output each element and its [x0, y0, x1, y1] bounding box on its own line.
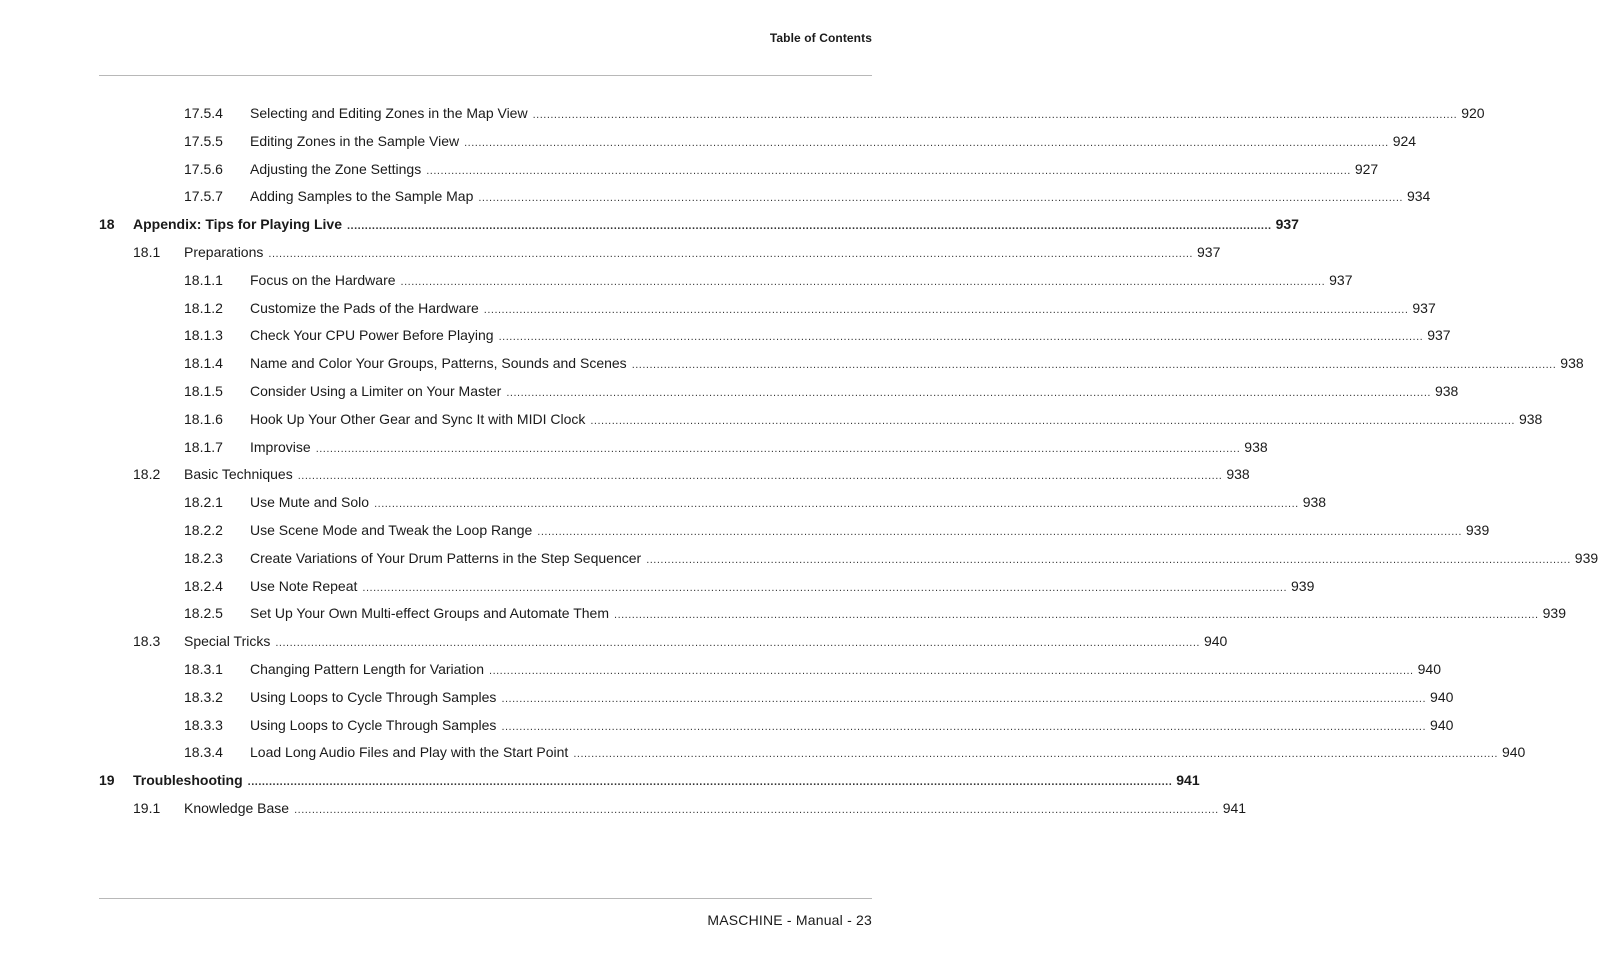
toc-entry[interactable] [0, 714, 1454, 736]
dot-leader: .................................................................................................................................................................................................................................................................... [646, 553, 1571, 566]
toc-entry[interactable] [0, 658, 1441, 680]
toc-entry-number: 18.3.2 [184, 688, 223, 705]
toc-entry[interactable] [0, 769, 1200, 791]
page-footer: MASCHINE - Manual - 23 [707, 912, 872, 928]
toc-entry-page: 941 [1222, 800, 1247, 816]
dot-leader: .................................................................................................................................................................................................................................................................... [268, 248, 1193, 260]
toc-entry-title: Preparations [184, 244, 264, 260]
dot-leader: .................................................................................................................................................................................................................................................................... [400, 275, 1326, 288]
toc-entry-page: 940 [1203, 633, 1228, 650]
toc-entry-title: Name and Color Your Groups, Patterns, Sounds and Scenes [250, 355, 627, 372]
dot-leader: .................................................................................................................................................................................................................................................................... [614, 609, 1539, 622]
dot-leader: .................................................................................................................................................................................................................................................................... [362, 581, 1288, 594]
dot-leader: .................................................................................................................................................................................................................................................................... [489, 665, 1414, 677]
toc-entry[interactable] [0, 491, 1327, 513]
toc-entry-title: Create Variations of Your Drum Patterns in the Step Sequencer [250, 549, 642, 566]
dot-leader: .................................................................................................................................................................................................................................................................... [297, 470, 1223, 483]
toc-entry-number: 18.2.1 [184, 494, 223, 511]
toc-entry-number: 17.5.6 [184, 160, 223, 177]
toc-entry-page: 938 [1226, 466, 1250, 483]
toc-entry-page: 939 [1465, 522, 1490, 538]
dot-leader: .................................................................................................................................................................................................................................................................... [506, 387, 1431, 399]
toc-entry[interactable] [0, 185, 1431, 207]
dot-leader: .................................................................................................................................................................................................................................................................... [478, 192, 1403, 205]
toc-entry-title: Basic Techniques [184, 466, 293, 483]
toc-entry-title: Customize the Pads of the Hardware [250, 299, 479, 316]
toc-entry-number: 18.1.7 [184, 438, 223, 455]
toc-entry-number: 18.2 [133, 466, 161, 483]
dot-leader: .................................................................................................................................................................................................................................................................... [537, 526, 1462, 538]
toc-entry[interactable] [0, 408, 1543, 430]
header-divider [99, 75, 872, 76]
toc-entry[interactable] [0, 575, 1315, 597]
toc-entry-title: Editing Zones in the Sample View [250, 132, 460, 149]
toc-entry-title: Adding Samples to the Sample Map [250, 188, 474, 205]
toc-entry-page: 938 [1302, 494, 1327, 511]
dot-leader: .................................................................................................................................................................................................................................................................... [347, 220, 1272, 233]
toc-entry-title: Set Up Your Own Multi-effect Groups and Automate Them [250, 605, 610, 622]
toc-entry[interactable] [0, 436, 1268, 458]
toc-entry-number: 18.1.6 [184, 410, 223, 427]
toc-entry-title: Troubleshooting [133, 772, 243, 789]
toc-entry-page: 937 [1427, 327, 1451, 344]
toc-entry[interactable] [0, 797, 1247, 819]
toc-entry-number: 18.1.1 [184, 271, 223, 288]
toc-entry-title: Improvise [250, 438, 311, 455]
toc-entry-title: Focus on the Hardware [250, 271, 396, 288]
toc-entry-title: Appendix: Tips for Playing Live [133, 216, 342, 233]
footer-divider [99, 898, 872, 899]
toc-entry[interactable] [0, 324, 1451, 346]
toc-entry-number: 19.1 [133, 800, 161, 816]
toc-entry-title: Hook Up Your Other Gear and Sync It with MIDI Clock [250, 410, 586, 427]
toc-entry[interactable] [0, 547, 1598, 569]
toc-entry[interactable] [0, 241, 1221, 263]
toc-entry[interactable] [0, 380, 1459, 402]
toc-entry-number: 18.2.3 [184, 549, 223, 566]
dot-leader: .................................................................................................................................................................................................................................................................... [294, 804, 1219, 816]
toc-entry-title: Load Long Audio Files and Play with the Start Point [250, 744, 569, 761]
dot-leader: .................................................................................................................................................................................................................................................................... [464, 136, 1389, 149]
toc-entry-page: 939 [1291, 577, 1315, 594]
dot-leader: .................................................................................................................................................................................................................................................................... [315, 442, 1241, 455]
toc-entry-page: 937 [1329, 271, 1353, 288]
toc-entry-number: 18.1 [133, 244, 161, 260]
toc-entry-page: 940 [1430, 716, 1454, 733]
toc-entry-page: 940 [1501, 744, 1526, 761]
toc-entry-page: 937 [1412, 299, 1436, 316]
dot-leader: .................................................................................................................................................................................................................................................................... [374, 498, 1299, 511]
toc-entry-page: 920 [1461, 105, 1485, 121]
dot-leader: .................................................................................................................................................................................................................................................................... [573, 748, 1498, 761]
toc-entry[interactable] [0, 158, 1379, 180]
toc-entry-number: 17.5.7 [184, 188, 223, 205]
toc-entry-title: Use Note Repeat [250, 577, 358, 594]
toc-entry-number: 17.5.5 [184, 132, 223, 149]
toc-entry-number: 18.1.4 [184, 355, 223, 372]
toc-entry-page: 938 [1244, 438, 1268, 455]
dot-leader: .................................................................................................................................................................................................................................................................... [532, 109, 1458, 121]
toc-entry-title: Changing Pattern Length for Variation [250, 661, 485, 677]
dot-leader: .................................................................................................................................................................................................................................................................... [631, 359, 1557, 372]
toc-entry-number: 17.5.4 [184, 105, 223, 121]
toc-entry[interactable] [0, 297, 1436, 319]
dot-leader: .................................................................................................................................................................................................................................................................... [275, 637, 1200, 650]
toc-entry-title: Special Tricks [184, 633, 271, 650]
toc-entry-title: Knowledge Base [184, 800, 290, 816]
toc-entry-page: 939 [1574, 549, 1598, 566]
dot-leader: .................................................................................................................................................................................................................................................................... [590, 414, 1515, 427]
toc-entry-number: 18.1.5 [184, 383, 223, 399]
toc-entry-page: 937 [1275, 216, 1299, 233]
toc-entry[interactable] [0, 519, 1490, 541]
toc-entry-number: 18.2.2 [184, 522, 223, 538]
toc-entry-title: Using Loops to Cycle Through Samples [250, 688, 497, 705]
toc-entry[interactable] [0, 102, 1485, 124]
dot-leader: .................................................................................................................................................................................................................................................................... [426, 164, 1351, 177]
toc-entry[interactable] [0, 352, 1584, 374]
toc-entry-title: Using Loops to Cycle Through Samples [250, 716, 497, 733]
dot-leader: .................................................................................................................................................................................................................................................................... [483, 303, 1409, 316]
toc-entry[interactable] [0, 463, 1250, 485]
toc-entry-number: 18 [99, 216, 115, 233]
page-header-title: Table of Contents [769, 31, 872, 45]
toc-entry-number: 18.2.4 [184, 577, 223, 594]
toc-entry-page: 938 [1518, 410, 1543, 427]
toc-entry-page: 938 [1434, 383, 1459, 399]
toc-entry[interactable] [0, 741, 1526, 763]
toc-entry[interactable] [0, 269, 1353, 291]
toc-entry-title: Use Scene Mode and Tweak the Loop Range [250, 522, 533, 538]
toc-entry[interactable] [0, 630, 1228, 652]
dot-leader: .................................................................................................................................................................................................................................................................... [501, 692, 1427, 705]
toc-entry-title: Adjusting the Zone Settings [250, 160, 422, 177]
toc-entry-number: 19 [99, 772, 115, 789]
toc-entry-number: 18.1.3 [184, 327, 223, 344]
toc-entry-page: 940 [1417, 661, 1441, 677]
toc-entry-page: 937 [1197, 244, 1221, 260]
toc-entry-title: Use Mute and Solo [250, 494, 370, 511]
toc-entry-title: Check Your CPU Power Before Playing [250, 327, 494, 344]
toc-entry-number: 18.3.1 [184, 661, 223, 677]
dot-leader: .................................................................................................................................................................................................................................................................... [498, 331, 1424, 344]
toc-entry[interactable] [0, 130, 1417, 152]
toc-entry-page: 941 [1176, 772, 1200, 789]
toc-entry-number: 18.3 [133, 633, 161, 650]
dot-leader: .................................................................................................................................................................................................................................................................... [247, 776, 1173, 789]
toc-entry-page: 939 [1542, 605, 1566, 622]
toc-entry-number: 18.2.5 [184, 605, 223, 622]
toc-entry[interactable] [0, 213, 1299, 235]
toc-entry-title: Selecting and Editing Zones in the Map View [250, 105, 528, 121]
toc-entry[interactable] [0, 602, 1566, 624]
toc-entry-page: 927 [1354, 160, 1379, 177]
toc-entry-title: Consider Using a Limiter on Your Master [250, 383, 502, 399]
toc-entry-page: 934 [1406, 188, 1431, 205]
toc-entry-page: 924 [1392, 132, 1417, 149]
toc-entry-page: 938 [1560, 355, 1584, 372]
toc-entry-page: 940 [1430, 688, 1454, 705]
toc-entry-number: 18.1.2 [184, 299, 223, 316]
toc-entry-number: 18.3.4 [184, 744, 223, 761]
toc-entry[interactable] [0, 686, 1454, 708]
dot-leader: .................................................................................................................................................................................................................................................................... [501, 720, 1427, 733]
toc-entry-number: 18.3.3 [184, 716, 223, 733]
